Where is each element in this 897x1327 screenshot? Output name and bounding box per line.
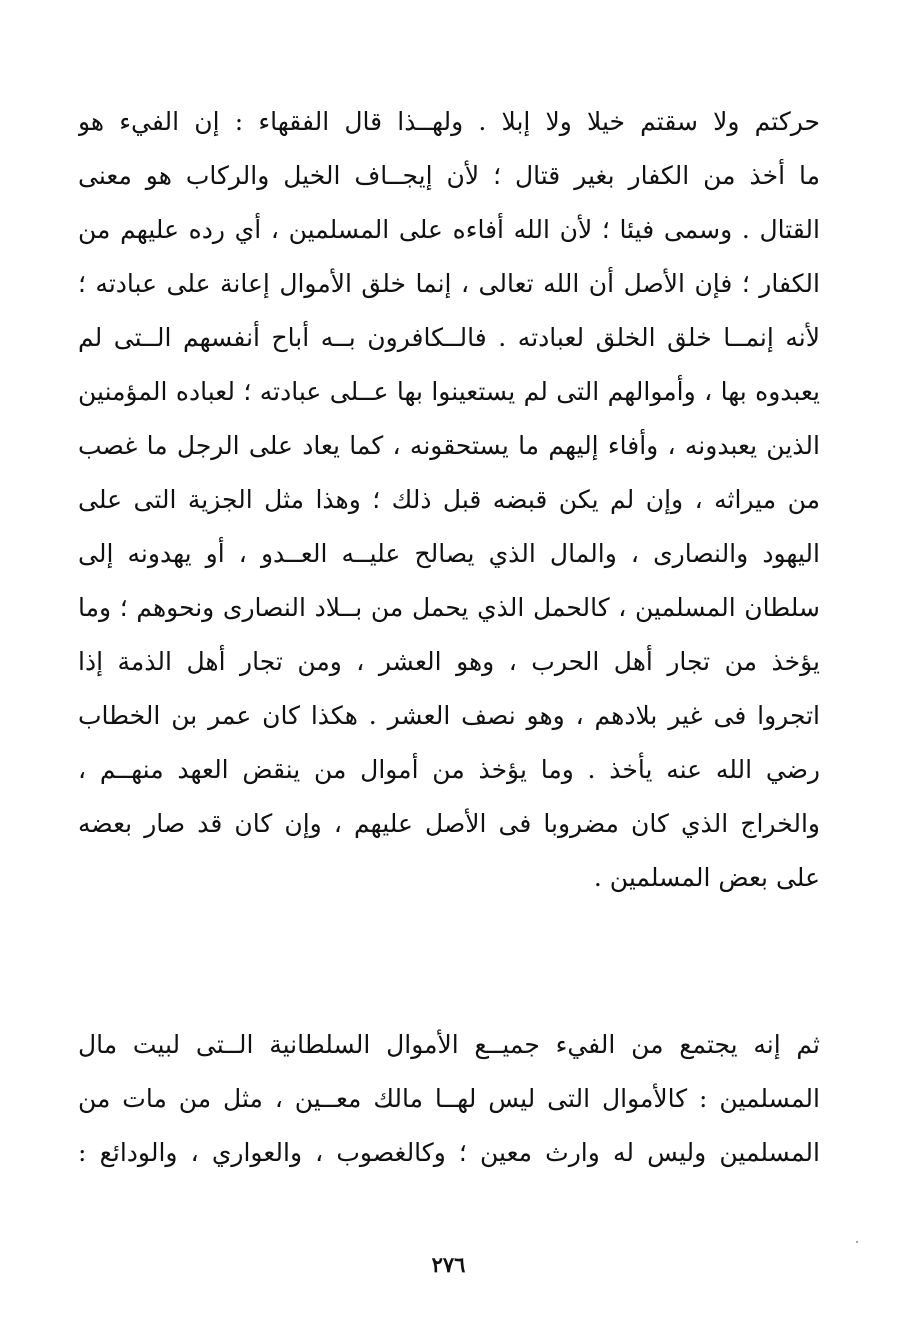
text-line: لأنه إنمــا خلق الخلق لعبادته . فالــكافرون بــه أباح أنفسهم الــتى لم	[78, 323, 820, 352]
paragraph-1	[78, 95, 820, 905]
text-line: من ميراثه ، وإن لم يكن قبضه قبل ذلك ؛ وهذا مثل الجزية التى على	[78, 485, 820, 514]
text-line: على بعض المسلمين .	[593, 863, 820, 892]
paragraph-2	[78, 1018, 820, 1180]
text-line: الذين يعبدونه ، وأفاء إليهم ما يستحقونه ، كما يعاد على الرجل ما غصب	[78, 431, 820, 460]
text-line: ما أخذ من الكفار بغير قتال ؛ لأن إيجــاف الخيل والركاب هو معنى	[78, 161, 820, 190]
text-line: الكفار ؛ فإن الأصل أن الله تعالى ، إنما خلق الأموال إعانة على عبادته ؛	[78, 269, 820, 298]
text-line: رضي الله عنه يأخذ . وما يؤخذ من أموال من ينقض العهد منهــم ،	[78, 755, 820, 784]
text-line: اليهود والنصارى ، والمال الذي يصالح عليــه العــدو ، أو يهدونه إلى	[78, 539, 820, 568]
text-line: المسلمين وليس له وارث معين ؛ وكالغصوب ، والعواري ، والودائع :	[78, 1138, 820, 1167]
text-line: يعبدوه بها ، وأموالهم التى لم يستعينوا بها عــلى عبادته ؛ لعباده المؤمنين	[78, 377, 820, 406]
text-line: القتال . وسمى فيئا ؛ لأن الله أفاءه على المسلمين ، أي رده عليهم من	[78, 215, 820, 244]
scan-speck	[856, 1241, 858, 1243]
page-number: ٢٧٦	[431, 1252, 466, 1277]
text-line: سلطان المسلمين ، كالحمل الذي يحمل من بــلاد النصارى ونحوهم ؛ وما	[78, 593, 820, 622]
text-line: المسلمين : كالأموال التى ليس لهــا مالك معــين ، مثل من مات من	[78, 1084, 820, 1113]
text-line: حركتم ولا سقتم خيلا ولا إبلا . ولهــذا قال الفقهاء : إن الفيء هو	[78, 107, 820, 136]
text-line: اتجروا فى غير بلادهم ، وهو نصف العشر . هكذا كان عمر بن الخطاب	[78, 701, 820, 730]
text-line: يؤخذ من تجار أهل الحرب ، وهو العشر ، ومن تجار أهل الذمة إذا	[78, 647, 820, 676]
text-line: والخراج الذي كان مضروبا فى الأصل عليهم ، وإن كان قد صار بعضه	[78, 809, 820, 838]
text-line: ثم إنه يجتمع من الفيء جميــع الأموال السلطانية الــتى لبيت مال	[78, 1030, 820, 1059]
